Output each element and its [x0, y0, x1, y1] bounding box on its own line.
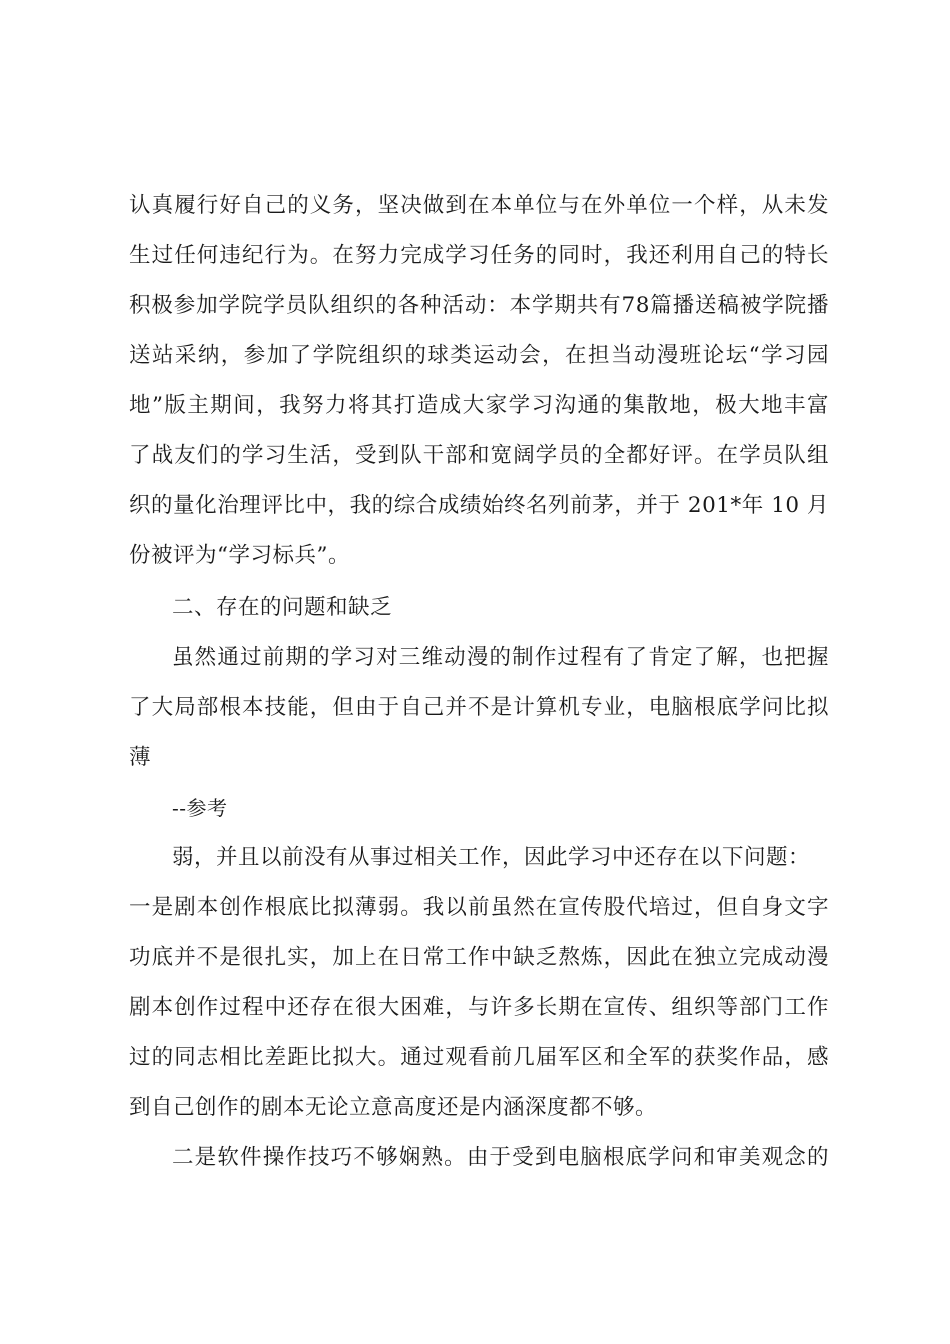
reference-marker: --参考: [172, 796, 228, 820]
paragraph-4-line-1: 二是软件操作技巧不够娴熟。由于受到电脑根底学问和审美观念的: [172, 1145, 829, 1170]
paragraph-2-line-3: 薄: [129, 745, 152, 770]
paragraph-3-line-3: 功底并不是很扎实，加上在日常工作中缺乏熬炼，因此在独立完成动漫: [129, 945, 829, 970]
paragraph-1-line-2: 生过任何违纪行为。在努力完成学习任务的同时，我还利用自己的特长: [129, 243, 829, 268]
section-heading: 二、存在的问题和缺乏: [172, 595, 393, 620]
paragraph-1-line-4: 送站采纳，参加了学院组织的球类运动会，在担当动漫班论坛“学习园: [129, 343, 829, 368]
paragraph-3-line-2: 一是剧本创作根底比拟薄弱。我以前虽然在宣传股代培过，但自身文字: [129, 895, 829, 920]
paragraph-3-line-1: 弱，并且以前没有从事过相关工作，因此学习中还存在以下问题：: [172, 845, 811, 870]
paragraph-1-line-3: 积极参加学院学员队组织的各种活动：本学期共有78篇播送稿被学院播: [129, 293, 829, 318]
paragraph-1-line-8: 份被评为“学习标兵”。: [129, 543, 350, 568]
paragraph-1-line-5: 地”版主期间，我努力将其打造成大家学习沟通的集散地，极大地丰富: [129, 393, 829, 418]
paragraph-1-line-1: 认真履行好自己的义务，坚决做到在本单位与在外单位一个样，从未发: [129, 193, 829, 218]
paragraph-1-line-6: 了战友们的学习生活，受到队干部和宽阔学员的全都好评。在学员队组: [129, 443, 829, 468]
paragraph-2-line-2: 了大局部根本技能，但由于自己并不是计算机专业，电脑根底学问比拟: [129, 695, 829, 720]
paragraph-3-line-6: 到自己创作的剧本无论立意高度还是内涵深度都不够。: [129, 1095, 658, 1120]
paragraph-3-line-5: 过的同志相比差距比拟大。通过观看前几届军区和全军的获奖作品，感: [129, 1045, 829, 1070]
paragraph-1-line-7: 织的量化治理评比中，我的综合成绩始终名列前茅，并于 201*年 10 月: [129, 493, 829, 518]
paragraph-2-line-1: 虽然通过前期的学习对三维动漫的制作过程有了肯定了解，也把握: [172, 645, 829, 670]
paragraph-3-line-4: 剧本创作过程中还存在很大困难，与许多长期在宣传、组织等部门工作: [129, 995, 829, 1020]
